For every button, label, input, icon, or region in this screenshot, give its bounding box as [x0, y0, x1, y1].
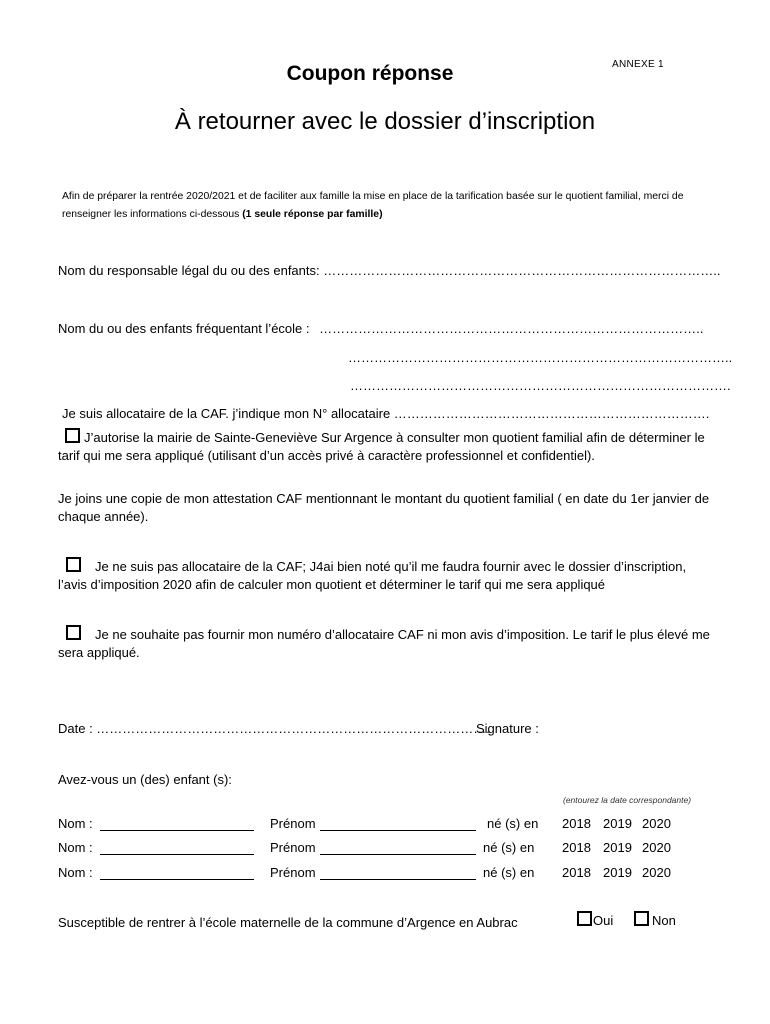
enfants-row — [58, 321, 703, 336]
intro-bold-note: (1 seule réponse par famille) — [242, 209, 383, 220]
child-row-1-year-2019[interactable]: 2019 — [603, 816, 632, 831]
responsable-field[interactable]: ……………………………………………………………………………….. — [323, 263, 721, 278]
autorise-paragraph — [58, 428, 710, 465]
enfants-label: Nom du ou des enfants fréquentant l’école : — [58, 321, 310, 336]
non-allocataire-text: Je ne suis pas allocataire de la CAF; J4ai bien noté qu’il me faudra fournir avec le dossier d’inscription, l’avis d’imposition 2020 afin de calculer mon quotient et déterminer le tarif qui me sera appliqué — [58, 559, 687, 592]
child-row-1-prenom-field[interactable] — [320, 818, 476, 831]
child-row-1-prenom-label: Prénom — [270, 816, 316, 831]
child-row-3-prenom-field[interactable] — [320, 867, 476, 880]
child-row-2-year-2018[interactable]: 2018 — [562, 840, 591, 855]
children-question: Avez-vous un (des) enfant (s): — [58, 772, 232, 787]
child-row-2-nom-label: Nom : — [58, 840, 93, 855]
child-row-2-year-2020[interactable]: 2020 — [642, 840, 671, 855]
child-row-3-nom-field[interactable] — [100, 867, 254, 880]
child-row-2-nom-field[interactable] — [100, 842, 254, 855]
date-field[interactable]: Date : ………………………………………………………………………………. — [58, 721, 490, 736]
child-row-3-ne-label: né (s) en — [483, 865, 535, 880]
child-row-3-year-2019[interactable]: 2019 — [603, 865, 632, 880]
child-row-3-year-2020[interactable]: 2020 — [642, 865, 671, 880]
page-title: Coupon réponse — [286, 62, 454, 85]
non-allocataire-paragraph — [58, 557, 713, 594]
oui-label: Oui — [593, 913, 614, 928]
child-row-1-ne-label: né (s) en — [487, 816, 539, 831]
autorise-checkbox[interactable] — [65, 428, 80, 443]
non-label: Non — [652, 913, 676, 928]
oui-checkbox[interactable] — [577, 911, 592, 926]
enfants-field-3[interactable]: ……………………………………………………………………………. — [350, 378, 731, 393]
page-subtitle: À retourner avec le dossier d’inscription — [174, 108, 596, 135]
maternelle-oui-option[interactable] — [577, 911, 613, 928]
enfants-field-2[interactable]: …………………………………………………………………………….. — [348, 350, 733, 365]
child-row-3-nom-label: Nom : — [58, 865, 93, 880]
annexe-label: ANNEXE 1 — [612, 59, 664, 70]
child-row-3-year-2018[interactable]: 2018 — [562, 865, 591, 880]
non-allocataire-checkbox[interactable] — [66, 557, 81, 572]
responsable-label: Nom du responsable légal du ou des enfants: — [58, 263, 320, 278]
caf-allocataire-line[interactable]: Je suis allocataire de la CAF. j’indique mon N° allocataire ………………………………………………………………. — [62, 406, 710, 421]
child-row-2-prenom-label: Prénom — [270, 840, 316, 855]
joins-paragraph: Je joins une copie de mon attestation CAF mentionnant le montant du quotient familial ( en date du 1er janvier de chaque année). — [58, 491, 710, 524]
child-row-1-nom-field[interactable] — [100, 818, 254, 831]
maternelle-non-option[interactable] — [634, 911, 676, 928]
ne-souhaite-pas-text: Je ne souhaite pas fournir mon numéro d’allocataire CAF ni mon avis d’imposition. Le tarif le plus élevé me sera appliqué. — [58, 627, 710, 660]
child-row-2-ne-label: né (s) en — [483, 840, 535, 855]
child-row-2-year-2019[interactable]: 2019 — [603, 840, 632, 855]
intro-paragraph — [62, 188, 712, 224]
child-row-2-prenom-field[interactable] — [320, 842, 476, 855]
autorise-text: J’autorise la mairie de Sainte-Geneviève Sur Argence à consulter mon quotient familial afin de déterminer le tarif qui me sera appliqué (utilisant d’un accès privé à caractère professionnel et confidentiel). — [58, 430, 705, 463]
child-row-3-prenom-label: Prénom — [270, 865, 316, 880]
non-checkbox[interactable] — [634, 911, 649, 926]
intro-text: Afin de préparer la rentrée 2020/2021 et de faciliter aux famille la mise en place de la tarification basée sur le quotient familial, merci de renseigner les informations ci-dessous — [62, 191, 684, 220]
years-note: (entourez la date correspondante) — [563, 795, 692, 805]
child-row-1-year-2018[interactable]: 2018 — [562, 816, 591, 831]
enfants-field-1[interactable]: …………………………………………………………………………….. — [319, 321, 704, 336]
ne-souhaite-pas-checkbox[interactable] — [66, 625, 81, 640]
ne-souhaite-pas-paragraph — [58, 625, 713, 662]
maternelle-question: Susceptible de rentrer à l’école maternelle de la commune d’Argence en Aubrac — [58, 915, 518, 930]
signature-label: Signature : — [476, 721, 539, 736]
responsable-row — [58, 263, 720, 278]
child-row-1-year-2020[interactable]: 2020 — [642, 816, 671, 831]
child-row-1-nom-label: Nom : — [58, 816, 93, 831]
